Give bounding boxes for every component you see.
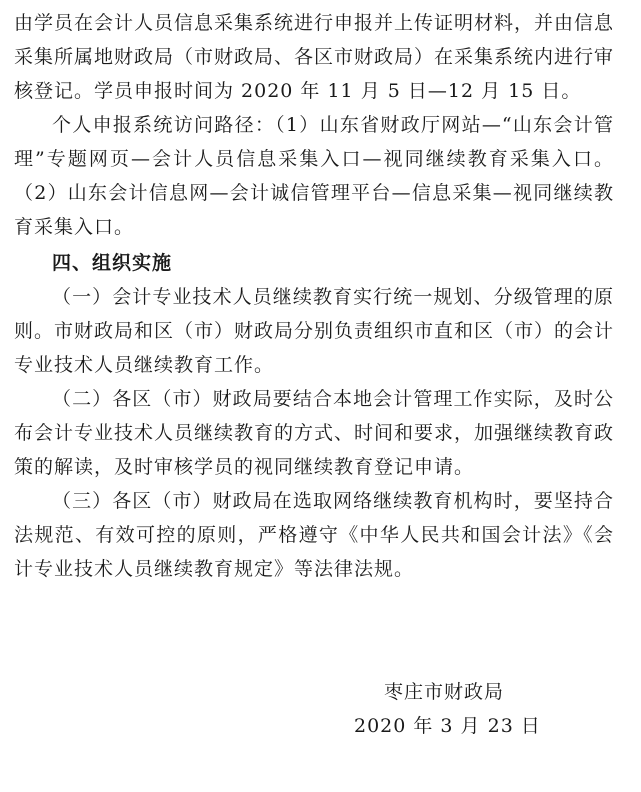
section-heading: 四、组织实施	[52, 252, 173, 274]
signature-date: 2020 年 3 月 23 日	[354, 715, 541, 737]
signature-organization: 枣庄市财政局	[384, 681, 505, 703]
section-item-1: （一）会计专业技术人员继续教育实行统一规划、分级管理的原则。市财政局和区（市）财政局分别负责组织市直和区（市）的会计专业技术人员继续教育工作。	[14, 286, 615, 376]
paragraph-access-path: 个人申报系统访问路径：（1）山东省财政厅网站—“山东会计管理”专题网页—会计人员信息采集入口—视同继续教育采集入口。（2）山东会计信息网—会计诚信管理平台—信息采集—视同继续教育采集入口。	[14, 114, 614, 238]
paragraph-submission: 由学员在会计人员信息采集系统进行申报并上传证明材料，并由信息采集所属地财政局（市财政局、各区市财政局）在采集系统内进行审核登记。学员申报时间为 2020 年 11 月 5 日—12 月 15 日。	[14, 12, 615, 102]
section-item-2: （二）各区（市）财政局要结合本地会计管理工作实际，及时公布会计专业技术人员继续教育的方式、时间和要求，加强继续教育政策的解读，及时审核学员的视同继续教育登记申请。	[14, 388, 615, 478]
section-item-3: （三）各区（市）财政局在选取网络继续教育机构时，要坚持合法规范、有效可控的原则，严格遵守《中华人民共和国会计法》《会计专业技术人员继续教育规定》等法律法规。	[14, 490, 614, 580]
